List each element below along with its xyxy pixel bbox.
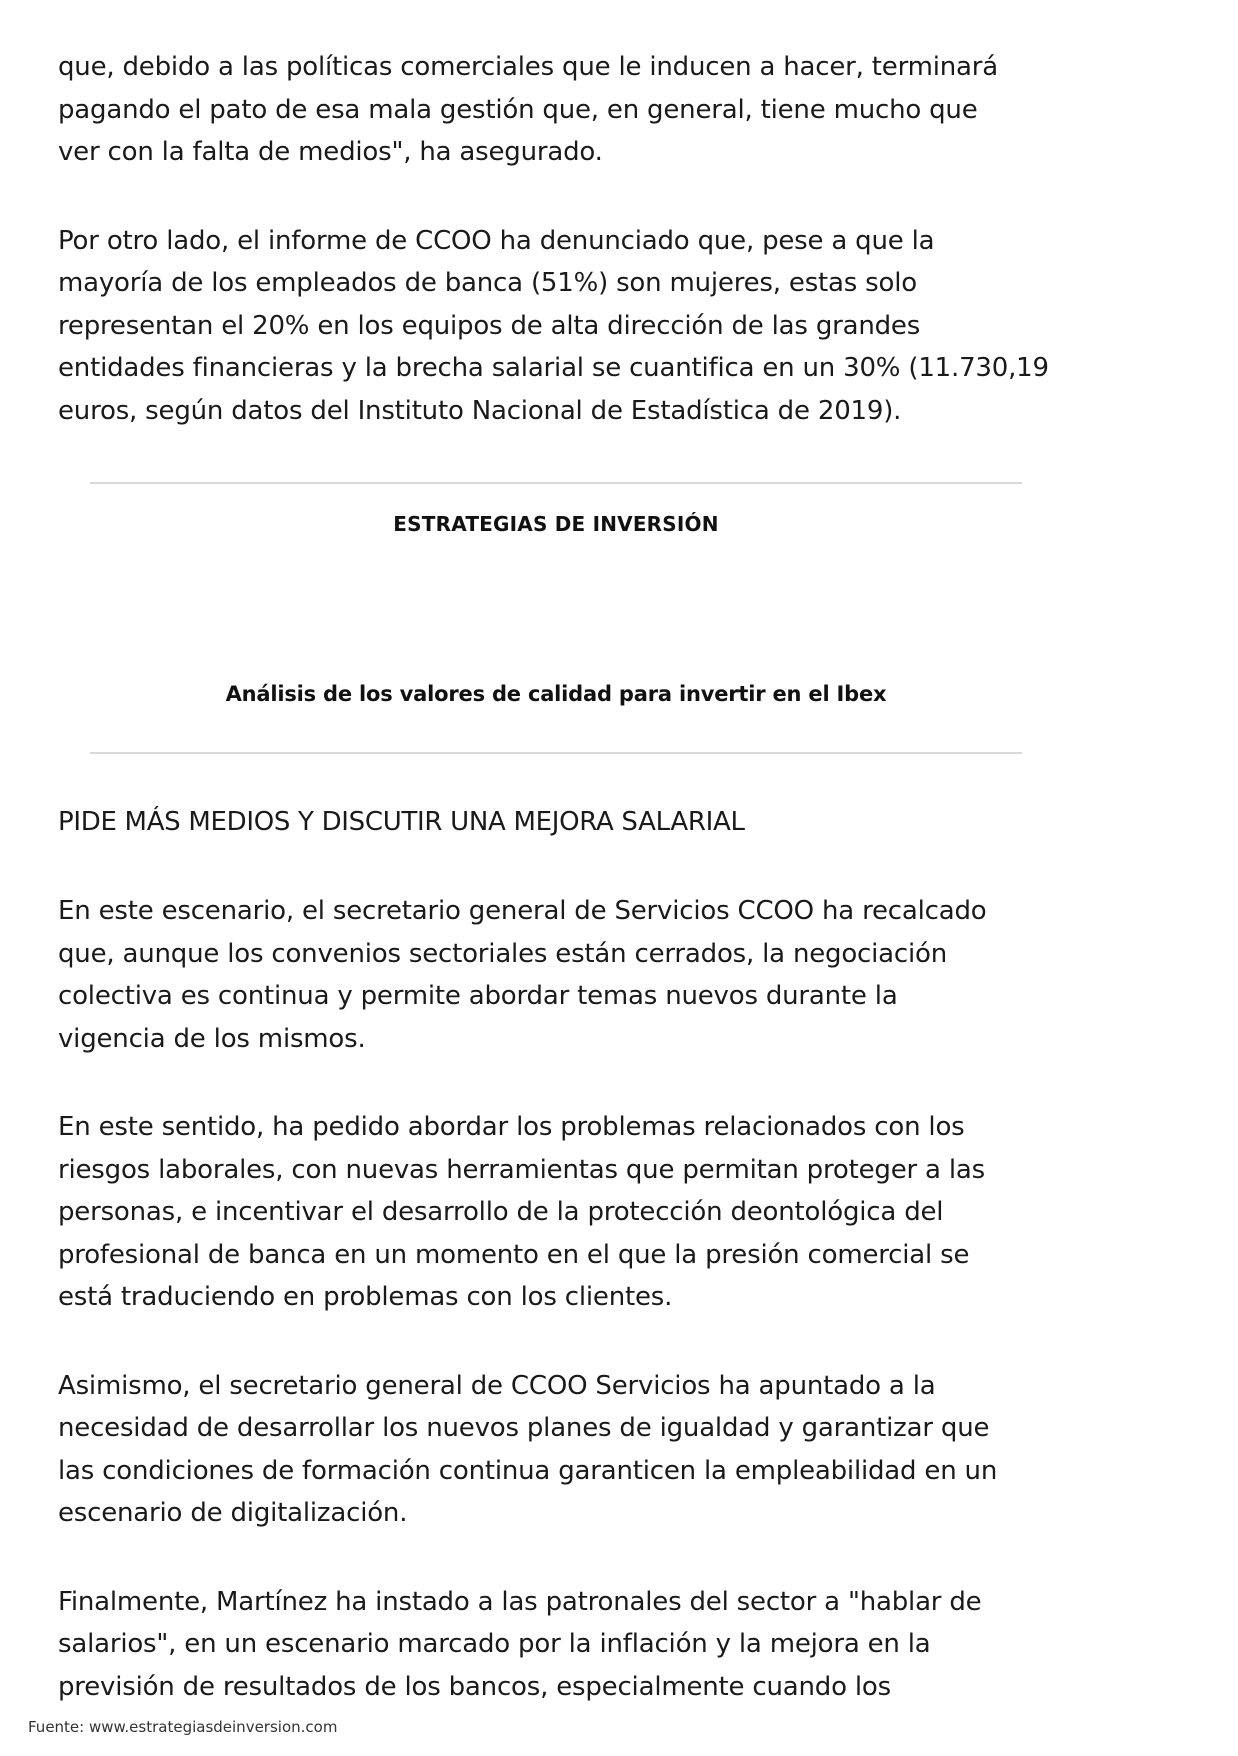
article-body-bottom xyxy=(58,890,1058,1708)
paragraph: En este escenario, el secretario general de Servicios CCOO ha recalcado que, aunque los convenios sectoriales están cerrados, la negociación colectiva es continua y permite abordar temas nuevos durante la vigencia de los mismos. xyxy=(58,896,987,1054)
article-body-top xyxy=(58,46,1058,432)
paragraph: Finalmente, Martínez ha instado a las patronales del sector a "hablar de salarios", en un escenario marcado por la inflación y la mejora en la previsión de resultados de los bancos, especialmente cuando los xyxy=(58,1586,982,1702)
source-footer: Fuente: www.estrategiasdeinversion.com xyxy=(28,1718,338,1736)
section-heading: PIDE MÁS MEDIOS Y DISCUTIR UNA MEJORA SALARIAL xyxy=(58,807,745,837)
paragraph: Por otro lado, el informe de CCOO ha denunciado que, pese a que la mayoría de los empleados de banca (51%) son mujeres, estas solo representan el 20% en los equipos de alta dirección de las grandes entidades financieras y la brecha salarial se cuantifica en un 30% (11.730,19 euros, según datos del Instituto Nacional de Estadística de 2019). xyxy=(58,225,1049,426)
paragraph: En este sentido, ha pedido abordar los problemas relacionados con los riesgos laborales, con nuevas herramientas que permitan proteger a las personas, e incentivar el desarrollo de la protección deontológica del profesional de banca en un momento en el que la presión comercial se está traduciendo en problemas con los clientes. xyxy=(58,1112,985,1312)
related-article-promo xyxy=(90,482,1022,754)
paragraph: que, debido a las políticas comerciales que le inducen a hacer, terminará pagando el pato de esa mala gestión que, en general, tiene mucho que ver con la falta de medios", ha asegurado. xyxy=(58,52,998,167)
promo-section-label: ESTRATEGIAS DE INVERSIÓN xyxy=(393,512,719,536)
promo-article-link[interactable]: Análisis de los valores de calidad para invertir en el Ibex xyxy=(225,682,887,706)
paragraph: Asimismo, el secretario general de CCOO Servicios ha apuntado a la necesidad de desarrollar los nuevos planes de igualdad y garantizar que las condiciones de formación continua garanticen la empleabilidad en un escenario de digitalización. xyxy=(58,1370,998,1528)
